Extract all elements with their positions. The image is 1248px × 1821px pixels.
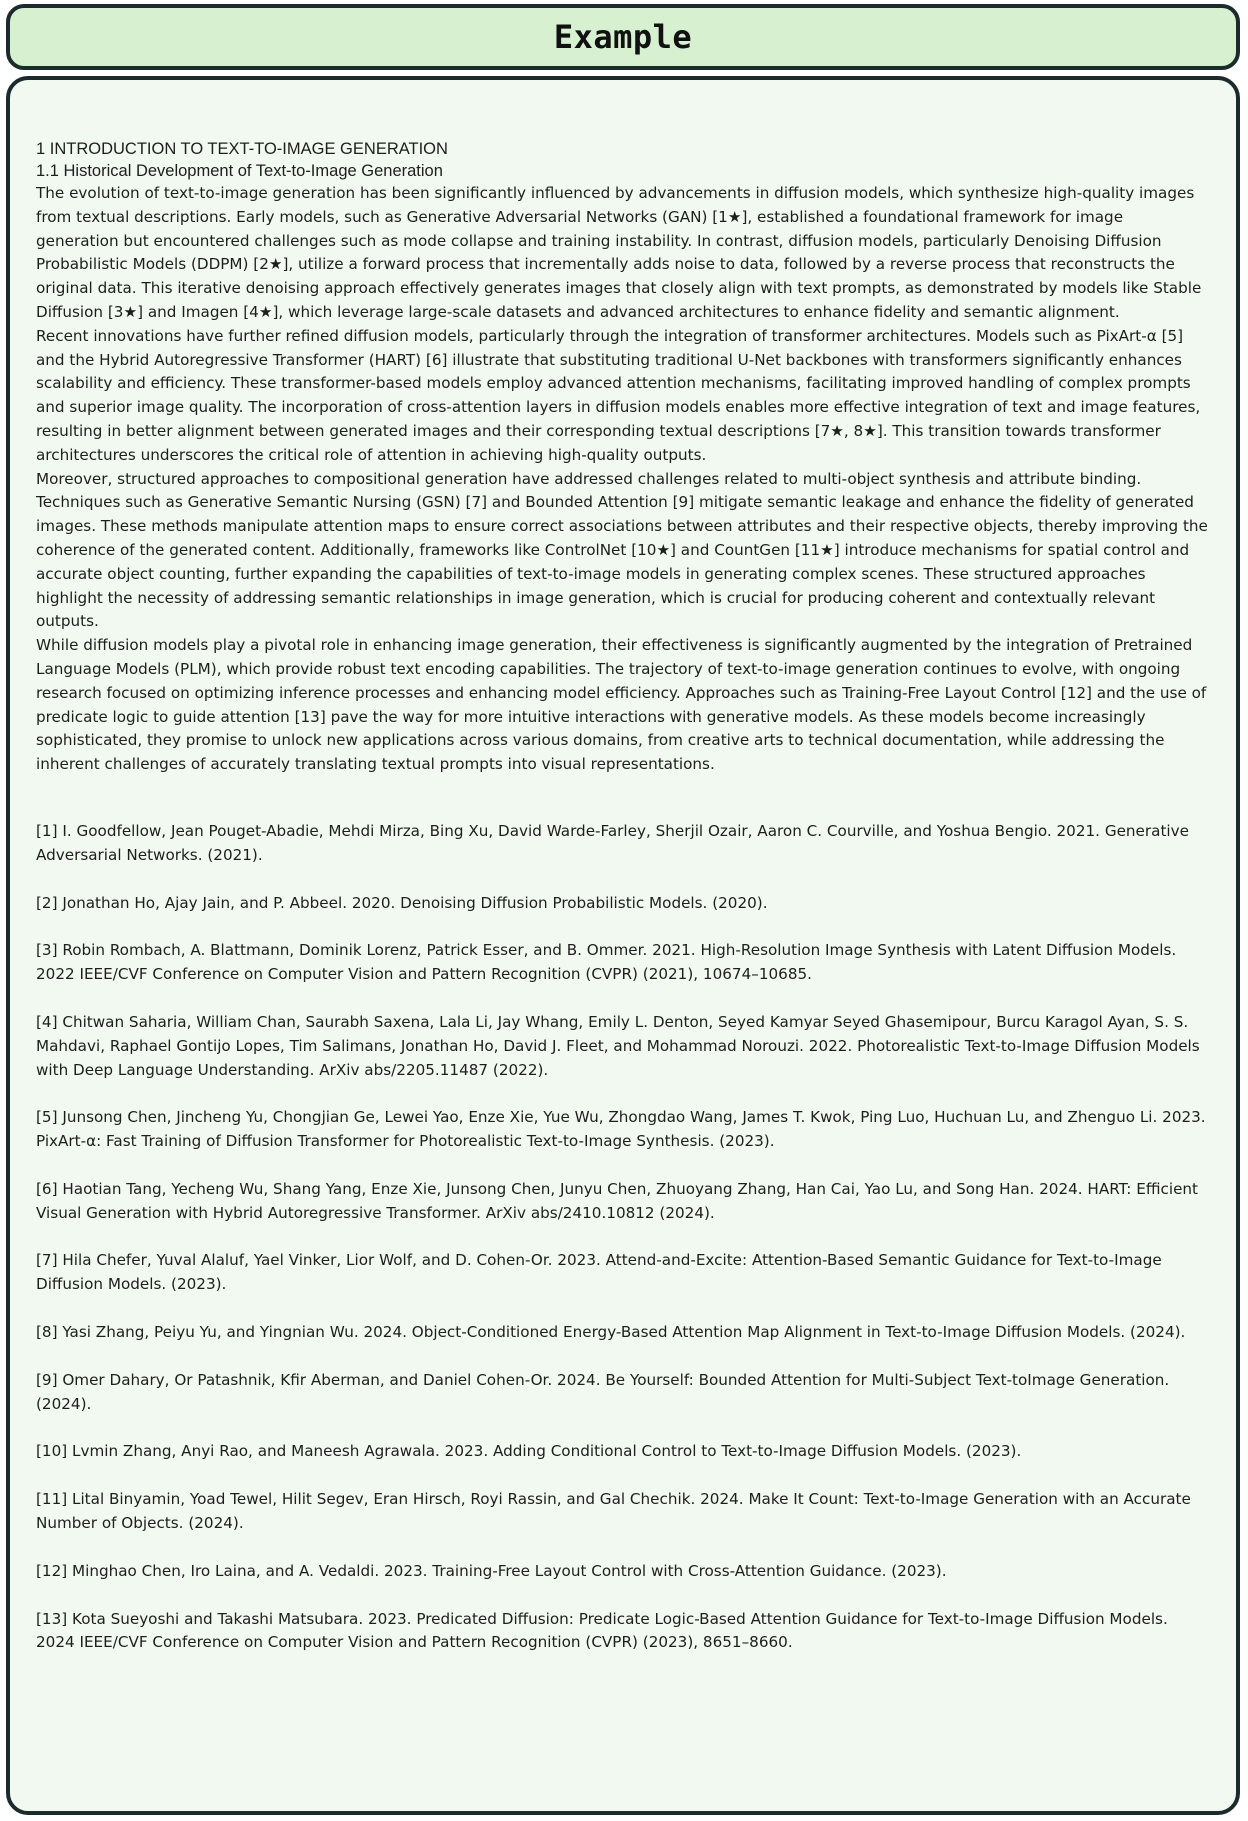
reference-item: [4] Chitwan Saharia, William Chan, Saurabh Saxena, Lala Li, Jay Whang, Emily L. Denton, Seyed Kamyar Seyed Ghasemipour, Burcu Karagol Ayan, S. S. Mahdavi, Raphael Gontijo Lopes, Tim Salimans, Jonathan Ho, David J. Fleet, and Mohammad Norouzi. 2022. Photorealistic Text-to-Image Diffusion Models with Deep Language Understanding. ArXiv abs/2205.11487 (2022).: [36, 1012, 1200, 1079]
reference-item: [8] Yasi Zhang, Peiyu Yu, and Yingnian Wu. 2024. Object-Conditioned Energy-Based Attention Map Alignment in Text-to-Image Diffusion Models. (2024).: [36, 1323, 1186, 1342]
header-banner: [6, 4, 1240, 70]
reference-item: [9] Omer Dahary, Or Patashnik, Kfir Aberman, and Daniel Cohen-Or. 2024. Be Yourself: Bounded Attention for Multi-Subject Text-toImage Generation. (2024).: [36, 1370, 1170, 1413]
paragraph: The evolution of text-to-image generation has been significantly influenced by advancements in diffusion models, which synthesize high-quality images from textual descriptions. Early models, such as Generative Adversarial Networks (GAN) [1★], established a foundational framework for image generation but encountered challenges such as mode collapse and training instability. In contrast, diffusion models, particularly Denoising Diffusion Probabilistic Models (DDPM) [2★], utilize a forward process that incrementally adds noise to data, followed by a reverse process that reconstructs the original data. This iterative denoising approach effectively generates images that closely align with text prompts, as demonstrated by models like Stable Diffusion [3★] and Imagen [4★], which leverage large-scale datasets and advanced architectures to enhance fidelity and semantic alignment.: [36, 184, 1202, 321]
reference-item: [12] Minghao Chen, Iro Laina, and A. Vedaldi. 2023. Training-Free Layout Control with Cross-Attention Guidance. (2023).: [36, 1561, 947, 1580]
reference-item: [7] Hila Chefer, Yuval Alaluf, Yael Vinker, Lior Wolf, and D. Cohen-Or. 2023. Attend-and-Excite: Attention-Based Semantic Guidance for Text-to-Image Diffusion Models. (2023).: [36, 1251, 1162, 1294]
reference-item: [10] Lvmin Zhang, Anyi Rao, and Maneesh Agrawala. 2023. Adding Conditional Control to Text-to-Image Diffusion Models. (2023).: [36, 1442, 1022, 1461]
page-title: Example: [553, 18, 693, 56]
reference-item: [1] I. Goodfellow, Jean Pouget-Abadie, Mehdi Mirza, Bing Xu, David Warde-Farley, Sherjil Ozair, Aaron C. Courville, and Yoshua Bengio. 2021. Generative Adversarial Networks. (2021).: [36, 821, 1189, 864]
reference-item: [2] Jonathan Ho, Ajay Jain, and P. Abbeel. 2020. Denoising Diffusion Probabilistic Models. (2020).: [36, 893, 768, 912]
paragraph: While diffusion models play a pivotal role in enhancing image generation, their effectiveness is significantly augmented by the integration of Pretrained Language Models (PLM), which provide robust text encoding capabilities. The trajectory of text-to-image generation continues to evolve, with ongoing research focused on optimizing inference processes and enhancing model efficiency. Approaches such as Training-Free Layout Control [12] and the use of predicate logic to guide attention [13] pave the way for more intuitive interactions with generative models. As these models become increasingly sophisticated, they promise to unlock new applications across various domains, from creative arts to technical documentation, while addressing the inherent challenges of accurately translating textual prompts into visual representations.: [36, 636, 1207, 774]
reference-list: [36, 820, 1210, 1655]
reference-item: [11] Lital Binyamin, Yoad Tewel, Hilit Segev, Eran Hirsch, Royi Rassin, and Gal Chechik. 2024. Make It Count: Text-to-Image Generation with an Accurate Number of Objects. (2024).: [36, 1490, 1191, 1533]
reference-item: [6] Haotian Tang, Yecheng Wu, Shang Yang, Enze Xie, Junsong Chen, Junyu Chen, Zhuoyang Zhang, Han Cai, Yao Lu, and Song Han. 2024. HART: Efficient Visual Generation with Hybrid Autoregressive Transformer. ArXiv abs/2410.10812 (2024).: [36, 1179, 1199, 1222]
reference-item: [3] Robin Rombach, A. Blattmann, Dominik Lorenz, Patrick Esser, and B. Ommer. 2021. High-Resolution Image Synthesis with Latent Diffusion Models. 2022 IEEE/CVF Conference on Computer Vision and Pattern Recognition (CVPR) (2021), 10674–10685.: [36, 941, 1177, 984]
section-heading: 1 INTRODUCTION TO TEXT-TO-IMAGE GENERATION: [36, 140, 448, 158]
paragraph: Moreover, structured approaches to compositional generation have addressed challenges related to multi-object synthesis and attribute binding. Techniques such as Generative Semantic Nursing (GSN) [7] and Bounded Attention [9] mitigate semantic leakage and enhance the fidelity of generated images. These methods manipulate attention maps to ensure correct associations between attributes and their respective objects, thereby improving the coherence of the generated content. Additionally, frameworks like ControlNet [10★] and CountGen [11★] introduce mechanisms for spatial control and accurate object counting, further expanding the capabilities of text-to-image models in generating complex scenes. These structured approaches highlight the necessity of addressing semantic relationships in image generation, which is crucial for producing coherent and contextually relevant outputs.: [36, 469, 1208, 631]
reference-item: [13] Kota Sueyoshi and Takashi Matsubara. 2023. Predicated Diffusion: Predicate Logic-Based Attention Guidance for Text-to-Image Diffusion Models. 2024 IEEE/CVF Conference on Computer Vision and Pattern Recognition (CVPR) (2023), 8651–8660.: [36, 1609, 1168, 1652]
subsection-heading: 1.1 Historical Development of Text-to-Image Generation: [36, 162, 443, 180]
paragraph: Recent innovations have further refined diffusion models, particularly through the integration of transformer architectures. Models such as PixArt-α [5] and the Hybrid Autoregressive Transformer (HART) [6] illustrate that substituting traditional U-Net backbones with transformers significantly enhances scalability and efficiency. These transformer-based models employ advanced attention mechanisms, facilitating improved handling of complex prompts and superior image quality. The incorporation of cross-attention layers in diffusion models enables more effective integration of text and image features, resulting in better alignment between generated images and their corresponding textual descriptions [7★, 8★]. This transition towards transformer architectures underscores the critical role of attention in achieving high-quality outputs.: [36, 326, 1201, 464]
body-text: [36, 182, 1210, 777]
document-panel: [6, 76, 1240, 1815]
reference-item: [5] Junsong Chen, Jincheng Yu, Chongjian Ge, Lewei Yao, Enze Xie, Yue Wu, Zhongdao Wang, James T. Kwok, Ping Luo, Huchuan Lu, and Zhenguo Li. 2023. PixArt-α: Fast Training of Diffusion Transformer for Photorealistic Text-to-Image Synthesis. (2023).: [36, 1108, 1206, 1151]
